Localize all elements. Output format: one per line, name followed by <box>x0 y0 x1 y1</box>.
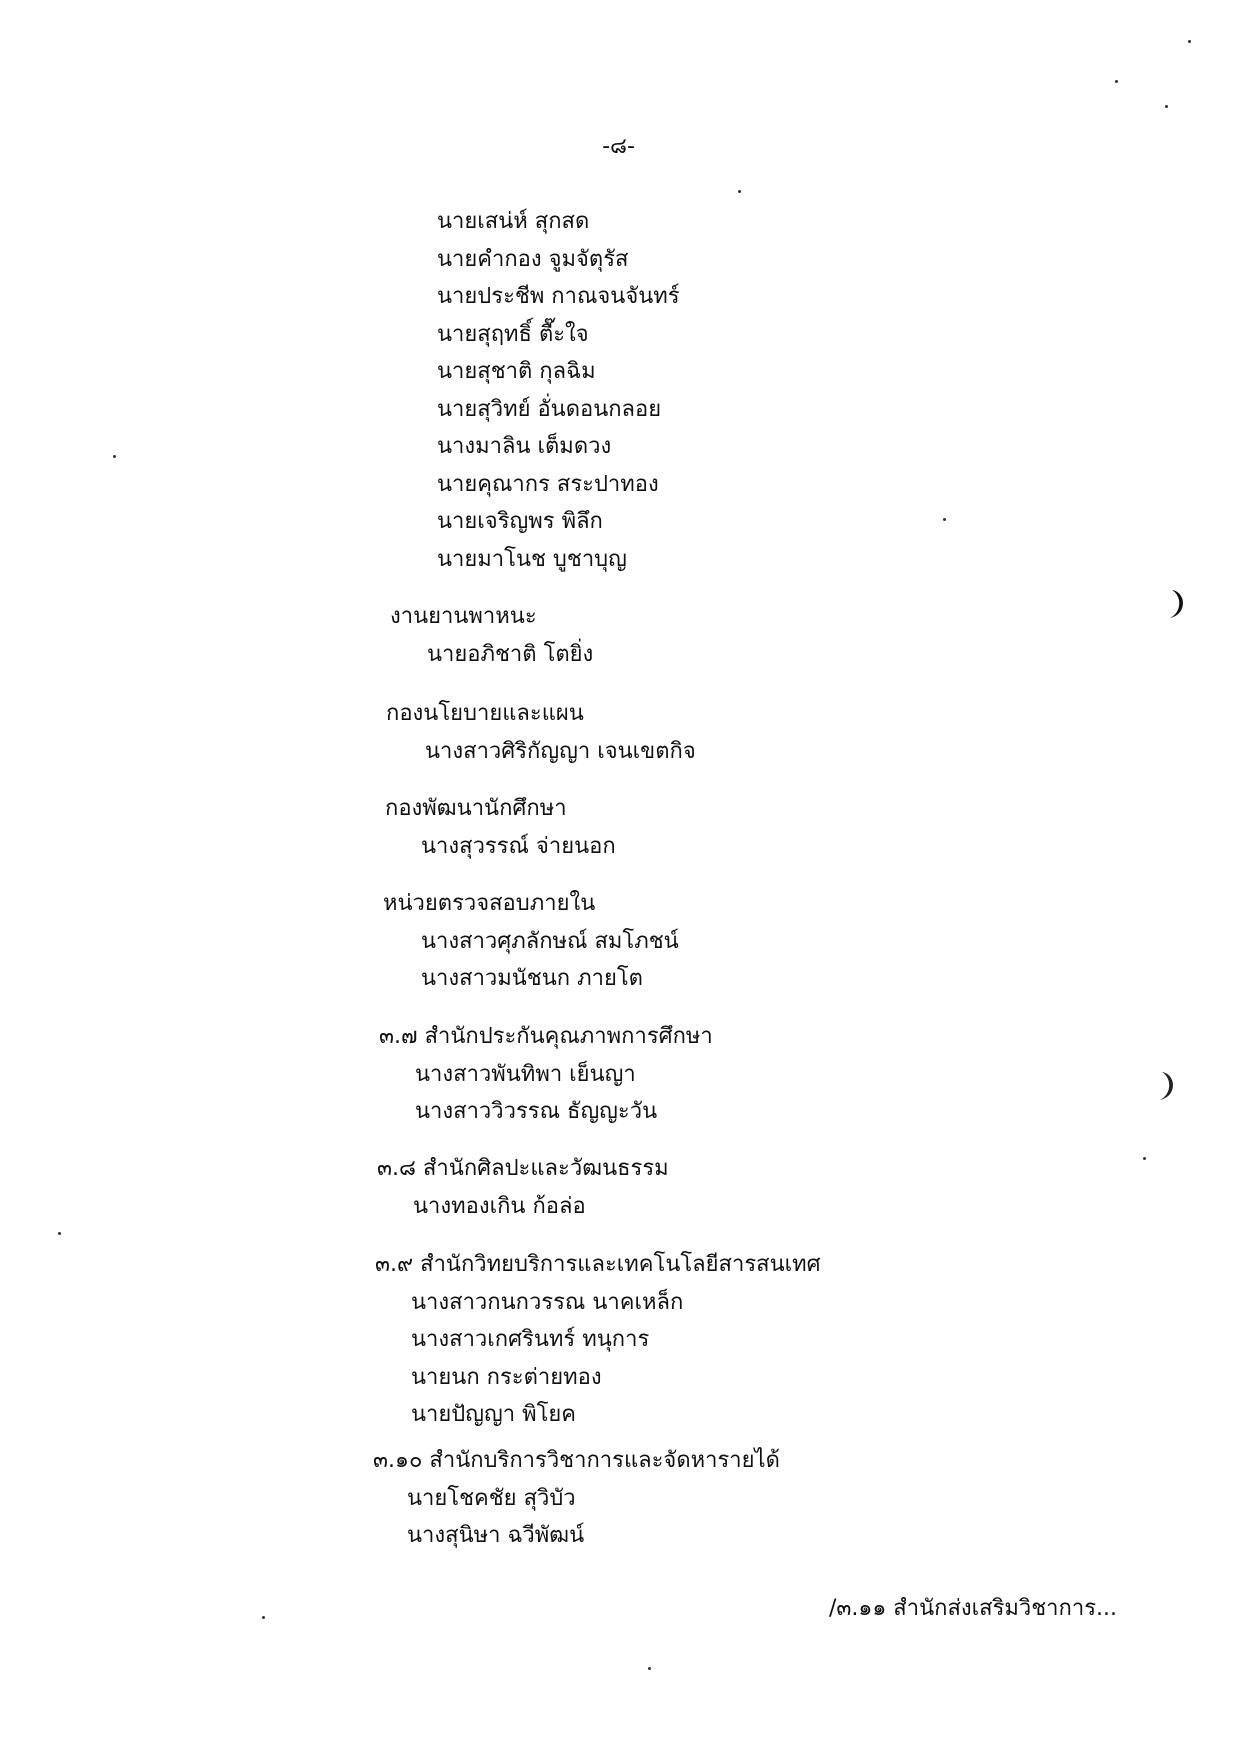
person-name: นายสุชาติ กุลฉิม <box>437 359 596 384</box>
scan-speck <box>738 190 741 193</box>
person-name: นางมาลิน เต็มดวง <box>437 434 612 459</box>
department-heading: กองนโยบายและแผน <box>386 701 584 726</box>
person-name: นางสุนิษา ฉวีพัฒน์ <box>407 1523 585 1548</box>
person-name: นายปัญญา พิโยค <box>411 1402 577 1427</box>
department-heading: งานยานพาหนะ <box>390 604 537 629</box>
person-name: นายอภิชาติ โตยิ่ง <box>427 641 594 667</box>
scan-speck <box>262 1616 265 1619</box>
scan-speck <box>113 455 116 458</box>
binder-hole-mark <box>1154 1070 1180 1102</box>
binder-hole-mark <box>1164 588 1190 620</box>
person-name: นายนก กระต่ายทอง <box>411 1364 602 1390</box>
scan-speck <box>1165 105 1168 108</box>
department-heading: ๓.๑๐ สำนักบริการวิชาการและจัดหารายได้ <box>373 1448 780 1473</box>
person-name: นายโชคชัย สุวิบัว <box>407 1485 576 1511</box>
scan-speck <box>1115 80 1118 83</box>
page-number: -๘- <box>602 134 635 159</box>
scan-speck <box>1143 1157 1146 1160</box>
person-name: นางทองเกิน ก้อล่อ <box>413 1193 586 1219</box>
scan-speck <box>648 1667 651 1670</box>
person-name: นายประชีพ กาณจนจันทร์ <box>437 284 680 309</box>
person-name: นายคำกอง จูมจัตุรัส <box>437 246 629 272</box>
person-name: นางสาวศิริกัญญา เจนเขตกิจ <box>425 738 696 764</box>
person-name: นางสาวศุภลักษณ์ สมโภชน์ <box>421 928 679 954</box>
department-heading: ๓.๗ สำนักประกันคุณภาพการศึกษา <box>379 1024 713 1049</box>
person-name: นายมาโนช บูชาบุญ <box>437 546 627 572</box>
person-name: นางสาวพันทิพา เย็นญา <box>415 1061 636 1087</box>
person-name: นายสุวิทย์ อั่นดอนกลอย <box>437 396 662 422</box>
person-name: นายสุฤทธิ์ ตื๊ะใจ <box>437 321 589 347</box>
continuation-footer: /๓.๑๑ สำนักส่งเสริมวิชาการ... <box>828 1596 1117 1621</box>
person-name: นางสาวกนกวรรณ นาคเหล็ก <box>411 1289 684 1315</box>
person-name: นายคุณากร สระปาทอง <box>437 471 659 497</box>
department-heading: กองพัฒนานักศึกษา <box>385 796 567 821</box>
person-name: นางสาวเกศรินทร์ ทนุการ <box>411 1327 650 1352</box>
scan-speck <box>1188 40 1191 43</box>
scan-speck <box>943 518 946 521</box>
person-name: นางสุวรรณ์ จ่ายนอก <box>421 833 616 859</box>
department-heading: หน่วยตรวจสอบภายใน <box>383 891 596 916</box>
department-heading: ๓.๙ สำนักวิทยบริการและเทคโนโลยีสารสนเทศ <box>375 1252 821 1277</box>
person-name: นางสาววิวรรณ ธัญญะวัน <box>415 1099 658 1124</box>
department-heading: ๓.๘ สำนักศิลปะและวัฒนธรรม <box>377 1156 669 1181</box>
scan-speck <box>58 1232 61 1235</box>
person-name: นายเสน่ห์ สุกสด <box>437 209 590 234</box>
person-name: นางสาวมนัชนก ภายโต <box>421 966 643 991</box>
person-name: นายเจริญพร พิลึก <box>437 509 603 534</box>
